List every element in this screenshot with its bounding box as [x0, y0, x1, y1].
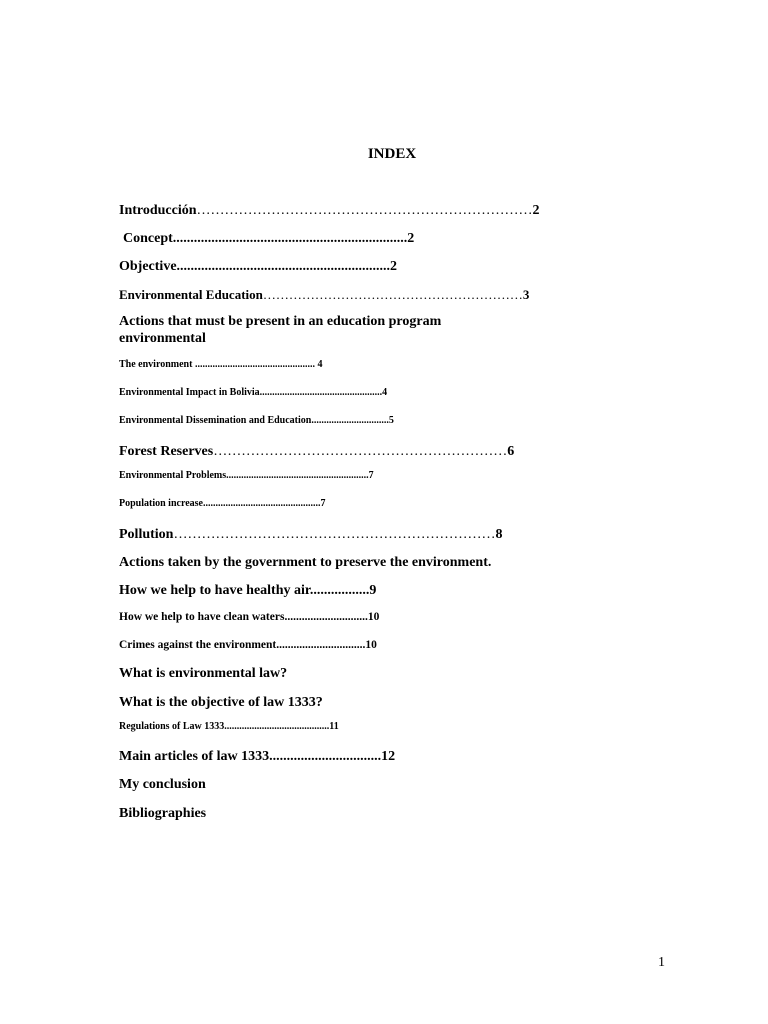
toc-entry-the-environment [119, 359, 322, 371]
toc-entry-regulations-law-1333 [119, 721, 339, 733]
toc-leader: .......................................... [224, 721, 330, 732]
toc-entry-environmental-law [119, 666, 287, 683]
toc-entry-main-articles [119, 749, 395, 766]
toc-label: Forest Reserves [119, 444, 214, 459]
toc-page: 12 [381, 749, 396, 764]
toc-page: 4 [382, 387, 388, 398]
toc-leader: ............................... [311, 415, 389, 426]
toc-leader: ................. [309, 583, 370, 598]
toc-leader: ……………………………………………………… [213, 444, 508, 459]
toc-entry-government-actions [119, 555, 491, 572]
toc-entry-objective-law-1333 [119, 695, 323, 712]
toc-label: Environmental Dissemination and Education [119, 415, 312, 426]
toc-entry-healthy-air [119, 583, 376, 600]
toc-label: Objective [119, 259, 177, 274]
toc-leader: ................................................ [192, 359, 318, 370]
toc-label: Environmental Problems [119, 470, 227, 481]
toc-label: How we help to have clean waters [119, 611, 285, 623]
toc-leader: ................................ [269, 749, 382, 764]
toc-label: Pollution [119, 527, 174, 542]
toc-leader: …………………………………………………… [262, 287, 523, 302]
index-title: INDEX [367, 146, 417, 162]
toc-page: 2 [390, 259, 398, 274]
toc-leader: ……………………………………………………………… [196, 203, 533, 218]
toc-page: 8 [495, 527, 503, 542]
toc-entry-pollution [119, 527, 502, 544]
toc-label: The environment [119, 359, 193, 370]
page-number: 1 [658, 955, 665, 970]
toc-label: Environmental Education [119, 287, 263, 302]
toc-page: 5 [388, 415, 394, 426]
toc-leader: …………………………………………………………… [173, 527, 496, 542]
toc-page: 2 [532, 203, 540, 218]
toc-label: Main articles of law 1333 [119, 749, 270, 764]
toc-leader: ......................................................... [226, 470, 369, 481]
toc-leader: ............................... [276, 639, 366, 651]
toc-page: 4 [317, 359, 323, 370]
toc-page: 2 [407, 231, 415, 246]
toc-label: How we help to have healthy air [119, 583, 310, 598]
toc-page: 10 [367, 611, 380, 623]
toc-page: 10 [365, 639, 377, 651]
toc-page: 7 [320, 498, 326, 509]
toc-entry-environmental-impact [119, 387, 387, 399]
toc-entry-actions-education-program [119, 314, 519, 348]
toc-label: Crimes against the environment [119, 639, 277, 651]
toc-entry-introduccion [119, 203, 540, 220]
toc-leader: ............................................... [202, 498, 321, 509]
toc-page: 9 [369, 583, 377, 598]
toc-label: Population increase [119, 498, 203, 509]
toc-entry-objective [119, 259, 397, 276]
toc-entry-population-increase [119, 498, 325, 510]
toc-entry-environmental-education [119, 287, 529, 303]
toc-label: Actions taken by the government to preserve the environment. [119, 555, 492, 570]
toc-page: 7 [368, 470, 374, 481]
toc-entry-concept [123, 231, 414, 248]
toc-label: Concept [123, 231, 173, 246]
toc-label: My conclusion [119, 777, 206, 792]
toc-label: What is the objective of law 1333? [119, 695, 323, 710]
toc-label: Regulations of Law 1333 [119, 721, 225, 732]
toc-leader: ................................................................... [172, 231, 408, 246]
toc-entry-clean-waters [119, 611, 379, 625]
toc-entry-environmental-dissemination [119, 415, 394, 427]
toc-entry-crimes-environment [119, 639, 377, 653]
toc-page: 6 [507, 444, 515, 459]
toc-label: Bibliographies [119, 806, 207, 821]
toc-page: 3 [522, 287, 530, 302]
toc-label: What is environmental law? [119, 666, 288, 681]
toc-entry-my-conclusion [119, 777, 206, 794]
toc-label: Introducción [119, 203, 197, 218]
toc-entry-forest-reserves [119, 444, 514, 461]
toc-entry-bibliographies [119, 806, 206, 823]
toc-label: Actions that must be present in an education program environmental [119, 314, 442, 346]
toc-page: 11 [329, 721, 339, 732]
toc-entry-environmental-problems [119, 470, 374, 482]
toc-label: Environmental Impact in Bolivia [119, 387, 260, 398]
toc-leader: ................................................. [259, 387, 383, 398]
toc-leader: ............................. [284, 611, 368, 623]
toc-leader: ............................................................. [176, 259, 391, 274]
